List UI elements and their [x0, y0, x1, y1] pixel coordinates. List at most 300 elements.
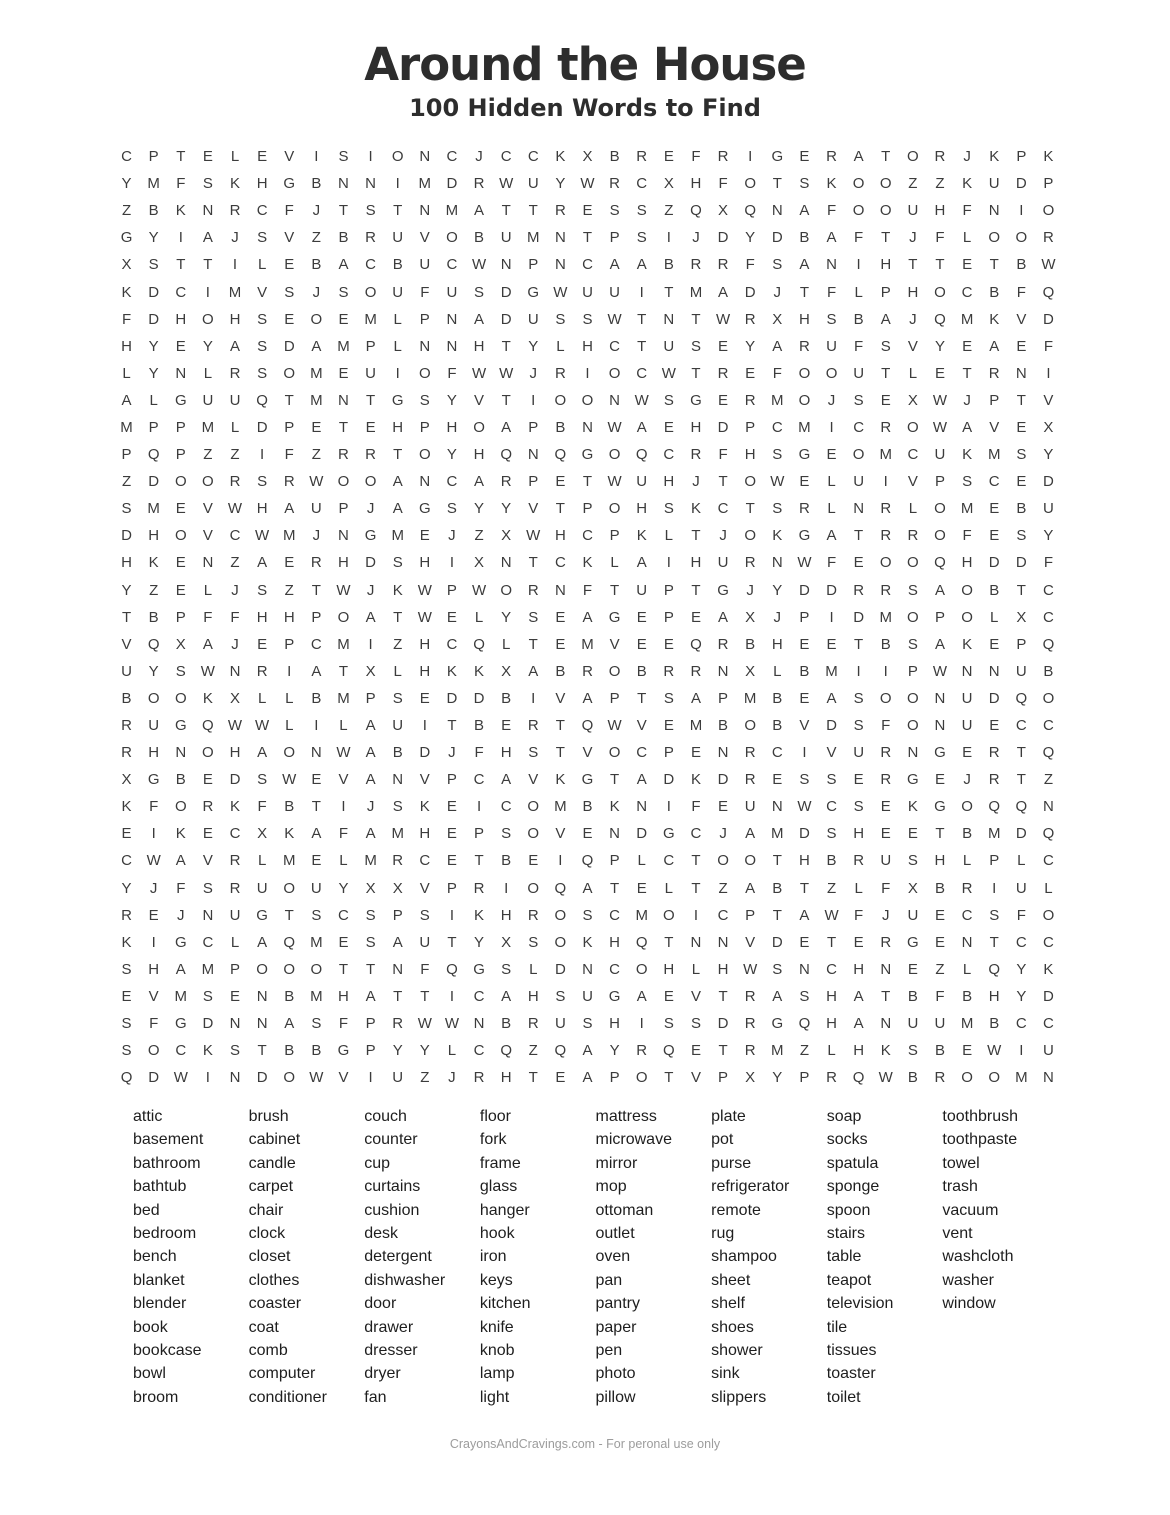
word-item: vent: [942, 1225, 973, 1243]
grid-cell: U: [636, 581, 648, 599]
grid-cell: W: [255, 527, 270, 545]
grid-cell: P: [121, 446, 132, 464]
grid-cell: R: [527, 717, 539, 735]
grid-cell: Y: [1043, 527, 1054, 545]
grid-cell: Q: [635, 446, 648, 464]
grid-cell: Q: [446, 960, 458, 978]
grid-cell: G: [418, 500, 431, 518]
grid-cell: P: [419, 418, 430, 436]
grid-cell: J: [692, 473, 700, 491]
grid-cell: W: [309, 473, 324, 491]
grid-cell: H: [609, 933, 621, 951]
grid-cell: O: [907, 148, 919, 166]
grid-cell: O: [635, 960, 648, 978]
grid-cell: P: [907, 662, 918, 680]
grid-cell: A: [934, 635, 945, 653]
grid-cell: A: [365, 771, 376, 789]
word-item: blanket: [133, 1271, 185, 1289]
grid-cell: V: [148, 987, 159, 1005]
grid-cell: N: [202, 906, 214, 924]
grid-cell: S: [257, 771, 268, 789]
word-item: slippers: [711, 1388, 767, 1406]
word-item: rug: [711, 1225, 735, 1243]
grid-cell: M: [879, 446, 892, 464]
word-item: comb: [248, 1342, 288, 1360]
grid-cell: E: [284, 256, 295, 274]
grid-cell: O: [174, 527, 187, 545]
word-item: pillow: [595, 1388, 636, 1406]
grid-cell: U: [229, 906, 241, 924]
word-search-grid: [113, 143, 1062, 1091]
grid-cell: O: [879, 689, 892, 707]
grid-cell: Y: [934, 337, 945, 355]
grid-cell: V: [609, 635, 620, 653]
grid-cell: Q: [988, 960, 1001, 978]
grid-cell: L: [773, 662, 782, 680]
grid-cell: A: [799, 906, 810, 924]
grid-cell: L: [285, 717, 294, 735]
grid-cell: N: [880, 960, 892, 978]
grid-cell: W: [417, 581, 432, 599]
grid-cell: K: [880, 1042, 891, 1060]
grid-cell: K: [690, 500, 701, 518]
grid-cell: A: [636, 554, 647, 572]
grid-cell: E: [1016, 418, 1027, 436]
grid-cell: R: [988, 744, 1000, 762]
grid-cell: P: [1016, 635, 1027, 653]
grid-cell: O: [147, 1042, 160, 1060]
grid-cell: H: [500, 744, 512, 762]
grid-cell: O: [1015, 229, 1028, 247]
grid-cell: O: [608, 446, 621, 464]
grid-cell: D: [771, 229, 783, 247]
grid-cell: P: [1043, 175, 1054, 193]
grid-cell: C: [636, 175, 648, 193]
grid-cell: E: [446, 825, 457, 843]
grid-cell: S: [257, 310, 268, 328]
grid-cell: B: [474, 717, 485, 735]
grid-cell: F: [447, 364, 457, 382]
grid-cell: U: [527, 310, 539, 328]
grid-cell: S: [311, 1015, 322, 1033]
grid-cell: T: [338, 202, 349, 220]
grid-cell: N: [988, 662, 1000, 680]
word-item: photo: [595, 1365, 636, 1383]
grid-cell: R: [229, 202, 241, 220]
grid-cell: N: [202, 202, 214, 220]
grid-cell: E: [1016, 337, 1027, 355]
grid-cell: T: [582, 229, 593, 247]
grid-cell: Y: [1016, 987, 1027, 1005]
grid-cell: S: [772, 960, 783, 978]
grid-cell: G: [391, 391, 404, 409]
grid-cell: A: [636, 256, 647, 274]
grid-cell: L: [339, 717, 348, 735]
word-item: clock: [248, 1225, 286, 1243]
word-item: clothes: [248, 1271, 300, 1289]
grid-cell: K: [121, 933, 132, 951]
grid-cell: A: [501, 771, 512, 789]
grid-cell: N: [419, 148, 431, 166]
grid-cell: Z: [718, 879, 728, 897]
word-item: desk: [364, 1225, 399, 1243]
grid-cell: H: [148, 960, 160, 978]
grid-cell: T: [1016, 744, 1026, 762]
grid-cell: S: [392, 798, 403, 816]
word-item: toilet: [826, 1388, 861, 1406]
grid-cell: M: [282, 852, 296, 870]
grid-cell: T: [664, 933, 674, 951]
grid-cell: C: [338, 906, 349, 924]
grid-cell: H: [500, 1069, 512, 1087]
grid-cell: Y: [392, 1042, 403, 1060]
grid-cell: K: [582, 554, 593, 572]
grid-cell: E: [555, 608, 566, 626]
grid-cell: O: [988, 229, 1001, 247]
grid-cell: S: [636, 229, 647, 247]
grid-cell: O: [202, 473, 214, 491]
grid-cell: U: [907, 906, 919, 924]
grid-cell: T: [528, 554, 538, 572]
grid-cell: E: [419, 689, 430, 707]
word-item: coat: [248, 1318, 279, 1336]
grid-cell: C: [582, 527, 593, 545]
grid-cell: P: [311, 608, 322, 626]
grid-cell: G: [174, 391, 187, 409]
grid-cell: F: [935, 987, 945, 1005]
grid-cell: Q: [202, 717, 214, 735]
grid-cell: O: [391, 148, 404, 166]
grid-cell: F: [257, 798, 267, 816]
grid-cell: E: [853, 771, 864, 789]
grid-cell: B: [501, 852, 512, 870]
grid-cell: E: [880, 825, 891, 843]
grid-cell: I: [992, 879, 997, 897]
grid-cell: T: [501, 202, 511, 220]
grid-cell: U: [310, 500, 322, 518]
word-item: mop: [595, 1178, 627, 1196]
word-item: hanger: [479, 1201, 530, 1219]
grid-cell: L: [1017, 852, 1026, 870]
grid-cell: B: [501, 689, 512, 707]
grid-cell: E: [230, 987, 241, 1005]
grid-cell: J: [312, 202, 321, 220]
grid-cell: W: [282, 771, 297, 789]
grid-cell: H: [907, 283, 919, 301]
grid-cell: D: [148, 1069, 160, 1087]
grid-cell: A: [392, 933, 403, 951]
grid-cell: Q: [1042, 744, 1055, 762]
grid-cell: P: [365, 337, 376, 355]
grid-cell: O: [961, 1069, 973, 1087]
grid-cell: D: [365, 554, 376, 572]
grid-cell: Y: [121, 175, 132, 193]
grid-cell: P: [175, 608, 186, 626]
grid-cell: I: [449, 906, 454, 924]
page-subtitle: 100 Hidden Words to Find: [409, 93, 761, 122]
grid-cell: E: [148, 906, 159, 924]
grid-cell: B: [392, 744, 403, 762]
grid-cell: O: [907, 554, 919, 572]
grid-cell: U: [636, 473, 648, 491]
word-item: pot: [711, 1131, 734, 1149]
grid-cell: E: [338, 364, 349, 382]
grid-cell: B: [609, 148, 620, 166]
grid-cell: E: [880, 798, 891, 816]
grid-cell: B: [1043, 662, 1054, 680]
grid-cell: K: [202, 689, 213, 707]
grid-cell: S: [175, 662, 186, 680]
grid-cell: C: [609, 906, 621, 924]
grid-cell: E: [175, 337, 186, 355]
grid-cell: P: [230, 960, 241, 978]
grid-cell: Y: [121, 879, 132, 897]
grid-cell: C: [446, 473, 458, 491]
grid-cell: U: [392, 283, 404, 301]
grid-cell: M: [689, 717, 703, 735]
grid-cell: U: [202, 391, 214, 409]
grid-cell: H: [771, 635, 783, 653]
grid-cell: K: [989, 310, 1000, 328]
grid-cell: C: [310, 635, 322, 653]
grid-cell: I: [856, 662, 861, 680]
grid-cell: E: [690, 1042, 701, 1060]
grid-cell: W: [743, 960, 758, 978]
grid-cell: X: [121, 256, 132, 274]
grid-cell: U: [826, 337, 837, 355]
grid-cell: O: [283, 364, 296, 382]
grid-cell: R: [609, 175, 621, 193]
grid-cell: Y: [419, 1042, 430, 1060]
grid-cell: Y: [772, 581, 783, 599]
grid-cell: D: [446, 175, 458, 193]
grid-cell: P: [934, 473, 945, 491]
grid-cell: W: [499, 364, 514, 382]
grid-cell: D: [1015, 175, 1027, 193]
grid-cell: R: [907, 527, 919, 545]
grid-cell: P: [745, 418, 756, 436]
grid-cell: U: [392, 717, 404, 735]
grid-cell: T: [338, 662, 349, 680]
grid-cell: A: [365, 717, 376, 735]
grid-cell: P: [446, 771, 457, 789]
grid-cell: B: [311, 689, 322, 707]
grid-cell: M: [282, 527, 296, 545]
grid-cell: N: [229, 662, 241, 680]
grid-cell: M: [310, 987, 323, 1005]
word-item: closet: [248, 1248, 291, 1266]
grid-cell: N: [1043, 1069, 1054, 1087]
grid-cell: H: [419, 635, 431, 653]
grid-cell: E: [907, 825, 918, 843]
grid-cell: C: [500, 798, 512, 816]
grid-cell: J: [963, 771, 971, 789]
grid-cell: S: [474, 283, 485, 301]
grid-cell: H: [663, 473, 675, 491]
grid-cell: D: [663, 771, 675, 789]
grid-cell: K: [121, 798, 132, 816]
grid-cell: E: [284, 554, 295, 572]
word-item: pan: [595, 1271, 623, 1289]
grid-cell: E: [880, 391, 891, 409]
grid-cell: T: [637, 689, 647, 707]
grid-cell: S: [772, 256, 783, 274]
grid-cell: Z: [230, 554, 240, 572]
grid-cell: S: [663, 689, 674, 707]
grid-cell: H: [853, 960, 865, 978]
grid-cell: R: [880, 933, 892, 951]
grid-cell: Q: [934, 310, 946, 328]
grid-cell: T: [555, 500, 565, 518]
grid-cell: S: [609, 202, 620, 220]
grid-cell: X: [718, 202, 729, 220]
grid-cell: W: [309, 1069, 324, 1087]
grid-cell: M: [960, 500, 974, 518]
grid-cell: T: [474, 852, 484, 870]
grid-cell: V: [555, 825, 566, 843]
grid-cell: O: [907, 689, 919, 707]
grid-cell: Z: [393, 635, 403, 653]
grid-cell: Y: [474, 933, 485, 951]
grid-cell: Q: [147, 446, 160, 464]
grid-cell: E: [799, 933, 810, 951]
grid-cell: T: [501, 337, 511, 355]
grid-cell: J: [475, 148, 483, 166]
grid-cell: A: [582, 689, 593, 707]
grid-cell: E: [826, 635, 837, 653]
grid-cell: M: [418, 175, 432, 193]
grid-cell: R: [663, 662, 675, 680]
grid-cell: K: [962, 446, 973, 464]
grid-cell: I: [531, 391, 536, 409]
grid-cell: A: [826, 527, 837, 545]
grid-cell: G: [283, 175, 296, 193]
grid-cell: P: [474, 825, 485, 843]
grid-cell: L: [203, 581, 213, 599]
grid-cell: N: [880, 1015, 892, 1033]
grid-cell: S: [121, 960, 132, 978]
grid-cell: H: [446, 418, 458, 436]
grid-cell: N: [853, 500, 865, 518]
grid-cell: A: [175, 852, 186, 870]
grid-cell: G: [581, 771, 594, 789]
grid-cell: O: [174, 798, 187, 816]
grid-cell: I: [314, 148, 319, 166]
grid-cell: W: [200, 662, 215, 680]
grid-cell: S: [826, 825, 837, 843]
grid-cell: T: [854, 635, 864, 653]
grid-cell: N: [771, 798, 783, 816]
word-list-column: [133, 1105, 249, 1409]
grid-cell: D: [771, 933, 783, 951]
grid-cell: P: [446, 879, 457, 897]
grid-cell: D: [1015, 554, 1027, 572]
grid-cell: I: [151, 933, 156, 951]
grid-cell: V: [1016, 310, 1027, 328]
grid-cell: N: [1043, 798, 1054, 816]
grid-cell: R: [636, 148, 648, 166]
grid-cell: E: [989, 635, 1000, 653]
grid-cell: K: [230, 798, 241, 816]
grid-cell: A: [636, 771, 647, 789]
grid-cell: T: [528, 202, 538, 220]
grid-cell: C: [853, 418, 865, 436]
grid-cell: L: [1044, 879, 1053, 897]
grid-cell: S: [501, 960, 512, 978]
grid-cell: B: [934, 1042, 945, 1060]
grid-cell: Z: [528, 1042, 538, 1060]
grid-cell: L: [827, 473, 836, 491]
grid-cell: N: [338, 391, 349, 409]
grid-cell: R: [527, 1015, 539, 1033]
grid-cell: O: [364, 473, 377, 491]
grid-cell: F: [230, 608, 240, 626]
grid-cell: F: [338, 825, 349, 843]
grid-cell: Y: [148, 337, 159, 355]
grid-cell: W: [878, 1069, 893, 1087]
grid-cell: S: [663, 500, 674, 518]
grid-cell: P: [392, 906, 403, 924]
grid-cell: B: [663, 256, 674, 274]
grid-cell: D: [148, 310, 160, 328]
grid-cell: L: [827, 1042, 836, 1060]
grid-cell: A: [202, 229, 213, 247]
grid-cell: I: [395, 175, 400, 193]
grid-cell: A: [202, 635, 213, 653]
grid-cell: J: [529, 364, 538, 382]
word-item: cup: [364, 1154, 391, 1172]
grid-cell: I: [693, 906, 699, 924]
grid-cell: E: [989, 527, 1000, 545]
word-item: computer: [248, 1365, 316, 1383]
grid-cell: T: [311, 581, 321, 599]
grid-cell: O: [337, 473, 350, 491]
grid-cell: I: [531, 689, 536, 707]
grid-cell: O: [961, 798, 973, 816]
grid-cell: E: [853, 933, 864, 951]
grid-cell: E: [962, 337, 973, 355]
grid-cell: D: [256, 418, 268, 436]
grid-cell: U: [988, 175, 1000, 193]
grid-cell: J: [746, 581, 754, 599]
grid-cell: T: [284, 906, 294, 924]
grid-cell: P: [419, 310, 430, 328]
grid-cell: P: [365, 1015, 376, 1033]
grid-cell: C: [1015, 933, 1027, 951]
grid-cell: E: [907, 960, 918, 978]
grid-cell: O: [608, 364, 621, 382]
grid-cell: I: [639, 1015, 644, 1033]
grid-cell: H: [690, 175, 702, 193]
grid-cell: E: [175, 581, 186, 599]
grid-cell: S: [121, 1015, 132, 1033]
grid-cell: C: [717, 500, 729, 518]
grid-cell: L: [908, 364, 918, 382]
grid-cell: F: [691, 148, 701, 166]
grid-cell: G: [120, 229, 133, 247]
grid-cell: P: [1016, 148, 1027, 166]
grid-cell: E: [962, 1042, 973, 1060]
grid-cell: H: [473, 446, 485, 464]
grid-cell: H: [690, 554, 702, 572]
grid-cell: E: [663, 635, 674, 653]
grid-cell: E: [582, 825, 593, 843]
grid-cell: E: [799, 635, 810, 653]
grid-cell: U: [365, 364, 376, 382]
grid-cell: O: [744, 473, 757, 491]
grid-cell: Q: [147, 635, 160, 653]
grid-cell: E: [962, 256, 973, 274]
